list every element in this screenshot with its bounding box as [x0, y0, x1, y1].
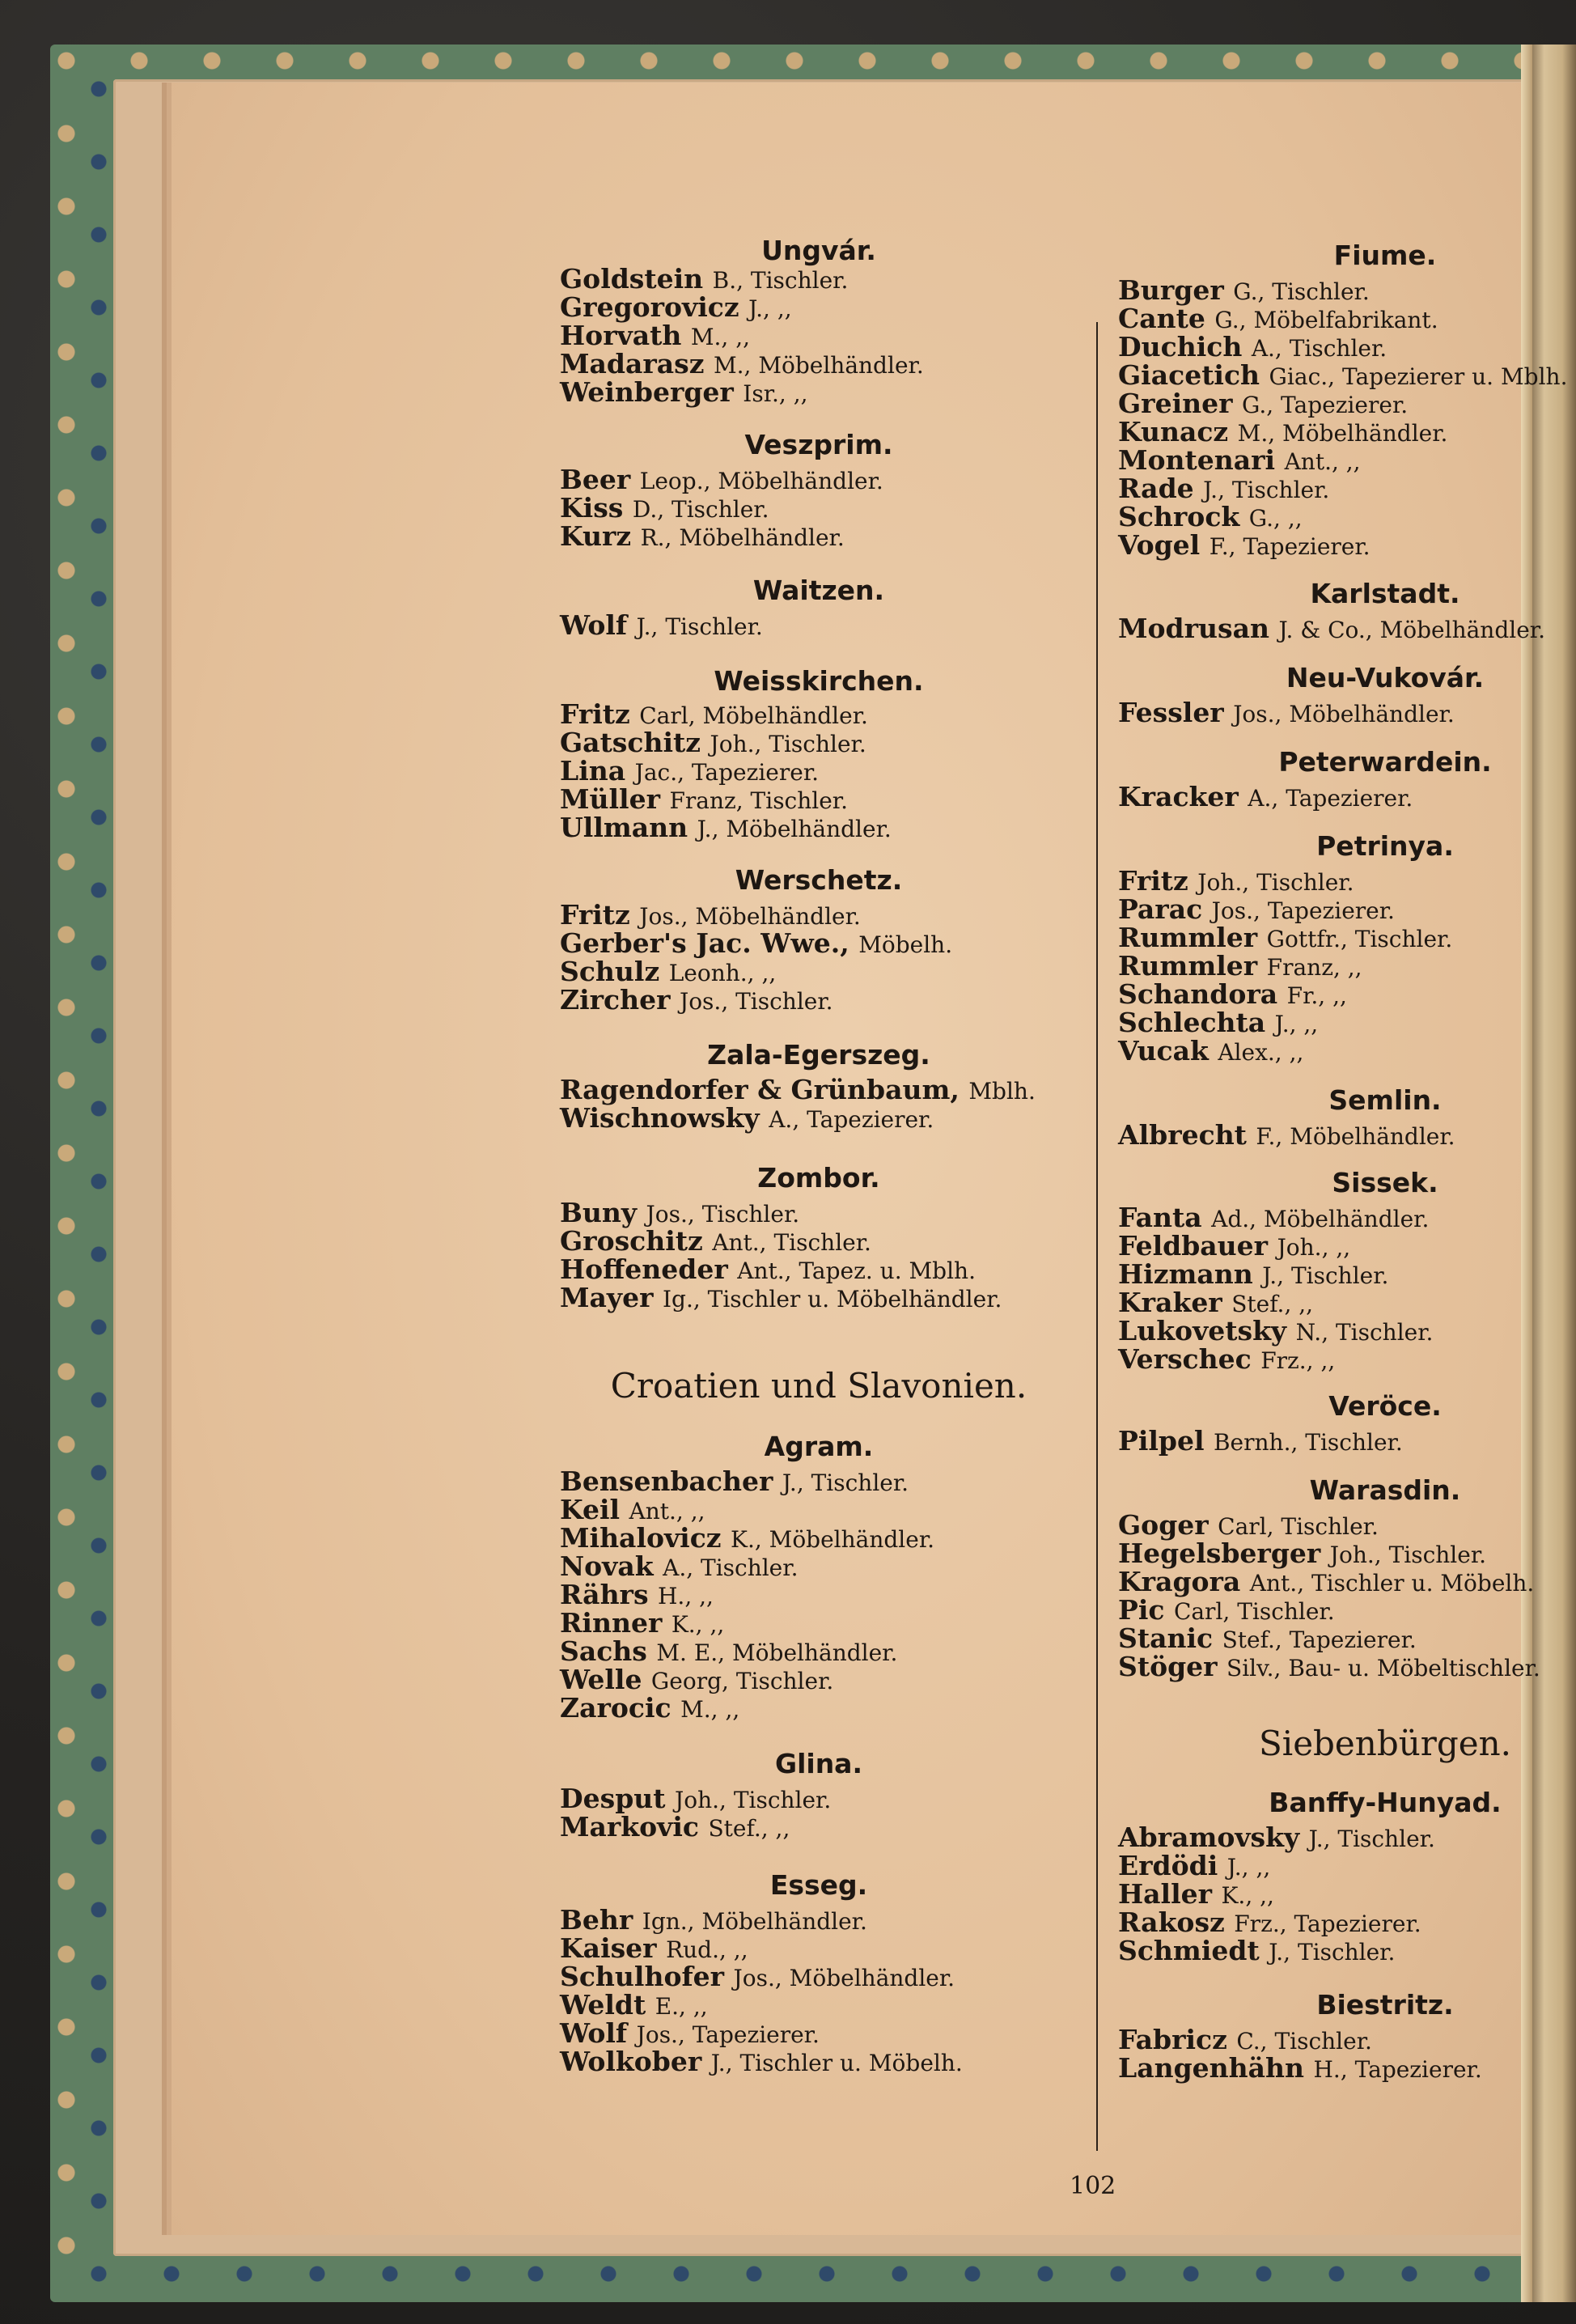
entry-details: E., ,,	[655, 1993, 708, 2020]
directory-entry	[560, 1581, 714, 1610]
entry-surname: Markovic	[560, 1811, 709, 1843]
directory-entry	[560, 1496, 705, 1525]
place-heading: Glina.	[774, 1748, 862, 1779]
entry-details: Ant., ,,	[629, 1498, 705, 1525]
entry-details: Leop., Möbelhändler.	[639, 468, 883, 494]
entry-surname: Goger	[1118, 1509, 1218, 1541]
entry-details: K., ,,	[671, 1611, 725, 1638]
entry-surname: Zircher	[560, 984, 680, 1016]
entry-surname: Ullmann	[560, 812, 697, 843]
entry-surname: Novak	[560, 1550, 663, 1582]
directory-entry	[1118, 1204, 1429, 1233]
directory-entry	[1118, 1258, 1389, 1290]
place-heading: Esseg.	[769, 1869, 868, 1901]
entry-surname: Vogel	[1118, 529, 1210, 561]
entry-surname: Montenari	[1118, 444, 1285, 476]
directory-entry	[560, 265, 848, 295]
entry-details: Ant., Tischler u. Möbelh.	[1249, 1570, 1535, 1597]
entry-details: M., ,,	[680, 1696, 740, 1723]
entry-details: Joh., Tischler.	[675, 1787, 832, 1813]
entry-surname: Greiner	[1118, 388, 1242, 419]
entry-surname: Kiss	[560, 492, 633, 524]
entry-details: H., Tapezierer.	[1313, 2056, 1482, 2083]
entry-surname: Cante	[1118, 303, 1215, 334]
place-heading: Peterwardein.	[1278, 746, 1492, 778]
directory-entry	[560, 350, 924, 380]
directory-entry	[560, 1609, 724, 1639]
directory-entry	[1118, 1852, 1270, 1881]
entry-details: Frz., Tapezierer.	[1234, 1911, 1421, 1937]
entry-surname: Fritz	[1118, 865, 1198, 897]
directory-entry	[560, 1813, 790, 1843]
entry-surname: Mihalovicz	[560, 1522, 731, 1554]
directory-entry	[560, 322, 750, 351]
chapter-heading: Siebenbürgen.	[1258, 1724, 1511, 1763]
entry-details: Jos., Möbelhändler.	[1233, 701, 1455, 727]
directory-entry	[560, 1991, 708, 2021]
directory-entry	[560, 494, 769, 524]
directory-entry	[1118, 274, 1370, 306]
directory-entry	[1118, 1232, 1350, 1262]
entry-surname: Schrock	[1118, 501, 1249, 532]
directory-entry	[560, 1932, 748, 1964]
entry-details: A., Tapezierer.	[769, 1106, 934, 1133]
entry-details: Isr., ,,	[743, 380, 808, 407]
directory-entry	[560, 729, 866, 758]
entry-details: Rud., ,,	[666, 1936, 748, 1963]
entry-surname: Pic	[1118, 1594, 1174, 1626]
directory-entry	[1118, 1509, 1379, 1541]
entry-surname: Gerber's Jac. Wwe.,	[560, 927, 859, 959]
entry-details: Giac., Tapezierer u. Mblh.	[1269, 363, 1568, 390]
book-page	[172, 83, 1568, 2235]
place-heading: Sissek.	[1332, 1167, 1438, 1198]
entry-surname: Vucak	[1118, 1035, 1218, 1067]
place-heading: Warasdin.	[1309, 1474, 1461, 1506]
entry-surname: Schlechta	[1118, 1007, 1275, 1038]
directory-entry	[560, 1284, 1002, 1313]
directory-entry	[560, 1785, 831, 1814]
entry-surname: Lina	[560, 755, 635, 787]
entry-surname: Stöger	[1118, 1651, 1227, 1682]
entry-details: Gottfr., Tischler.	[1266, 926, 1453, 952]
directory-entry	[560, 1253, 976, 1285]
directory-entry	[560, 2017, 820, 2049]
directory-entry	[560, 1963, 955, 1992]
directory-entry	[560, 814, 892, 843]
directory-entry	[1118, 1289, 1313, 1318]
entry-details: Franz, ,,	[1266, 954, 1362, 981]
directory-entry	[1118, 978, 1347, 1010]
entry-surname: Desput	[560, 1783, 675, 1814]
entry-details: J., Tischler.	[1269, 1939, 1396, 1966]
entry-surname: Rakosz	[1118, 1906, 1235, 1938]
directory-entry	[560, 927, 953, 959]
entry-details: J., ,,	[1274, 1011, 1319, 1037]
place-heading: Neu-Vukovár.	[1286, 662, 1485, 693]
entry-surname: Schulz	[560, 956, 669, 987]
directory-entry	[1118, 1343, 1336, 1375]
directory-entry	[560, 1694, 739, 1724]
directory-entry	[1118, 615, 1545, 644]
directory-entry	[1118, 783, 1413, 812]
entry-surname: Groschitz	[560, 1225, 713, 1257]
entry-surname: Pilpel	[1118, 1425, 1214, 1457]
directory-entry	[560, 986, 833, 1016]
directory-entry	[560, 1666, 833, 1695]
entry-details: Carl, Tischler.	[1218, 1513, 1379, 1540]
directory-entry	[560, 958, 776, 987]
entry-details: G., Möbelfabrikant.	[1214, 307, 1438, 333]
directory-entry	[1118, 867, 1354, 897]
entry-details: Jos., Tischler.	[646, 1201, 800, 1228]
entry-surname: Welle	[560, 1664, 651, 1695]
entry-surname: Lukovetsky	[1118, 1315, 1296, 1346]
entry-surname: Gatschitz	[560, 727, 710, 758]
entry-details: D., Tischler.	[632, 496, 769, 523]
entry-details: Möbelh.	[858, 931, 953, 958]
entry-surname: Langenhähn	[1118, 2052, 1314, 2084]
entry-surname: Müller	[560, 783, 670, 815]
entry-details: Joh., Tischler.	[1329, 1542, 1487, 1568]
entry-details: H., ,,	[658, 1583, 714, 1609]
entry-surname: Mayer	[560, 1282, 663, 1313]
entry-details: A., Tischler.	[1251, 335, 1387, 362]
entry-surname: Weldt	[560, 1989, 655, 2021]
directory-entry	[560, 698, 868, 730]
entry-details: G., Tischler.	[1233, 278, 1370, 305]
entry-details: Alex., ,,	[1218, 1039, 1304, 1066]
entry-surname: Schmiedt	[1118, 1935, 1269, 1966]
directory-entry	[560, 1906, 867, 1936]
entry-details: Frz., ,,	[1260, 1347, 1336, 1374]
entry-surname: Duchich	[1118, 331, 1252, 363]
directory-entry	[560, 1550, 799, 1582]
entry-surname: Burger	[1118, 274, 1234, 306]
directory-entry	[560, 376, 808, 408]
place-heading: Zala-Egerszeg.	[707, 1039, 930, 1071]
entry-details: Stef., ,,	[708, 1815, 790, 1842]
entry-details: Jos., Möbelhändler.	[639, 903, 861, 930]
directory-entry	[560, 901, 861, 931]
entry-details: J., Tischler.	[1262, 1262, 1389, 1289]
entry-details: J., Tischler.	[636, 613, 763, 640]
place-heading: Weisskirchen.	[714, 665, 924, 697]
entry-surname: Zarocic	[560, 1692, 681, 1724]
directory-entry	[1118, 1906, 1421, 1938]
entry-details: Jos., Tapezierer.	[636, 2021, 820, 2048]
entry-surname: Wischnowsky	[560, 1102, 769, 1134]
place-heading: Karlstadt.	[1310, 578, 1460, 609]
entry-details: J., Tischler u. Möbelh.	[710, 2050, 963, 2076]
entry-details: F., Möbelhändler.	[1256, 1123, 1455, 1150]
entry-details: Silv., Bau- u. Möbeltischler.	[1226, 1655, 1540, 1682]
entry-surname: Abramovsky	[1118, 1821, 1309, 1853]
directory-entry	[1118, 475, 1329, 504]
entry-surname: Ragendorfer & Grünbaum,	[560, 1074, 969, 1105]
entry-details: Ign., Möbelhändler.	[642, 1908, 867, 1935]
directory-entry	[1118, 1537, 1487, 1569]
entry-details: Franz, Tischler.	[669, 787, 849, 814]
directory-entry	[1118, 893, 1395, 925]
entry-surname: Fritz	[560, 899, 640, 931]
directory-entry	[1118, 359, 1568, 391]
entry-surname: Parac	[1118, 893, 1212, 925]
page-number: 102	[1070, 2172, 1116, 2200]
place-heading: Biestritz.	[1316, 1989, 1454, 2021]
directory-entry	[1118, 952, 1362, 982]
directory-entry	[1118, 1653, 1540, 1682]
entry-details: Ant., Tischler.	[712, 1229, 871, 1256]
entry-details: Leonh., ,,	[668, 960, 777, 986]
entry-details: N., Tischler.	[1295, 1319, 1434, 1346]
entry-surname: Behr	[560, 1904, 642, 1936]
entry-surname: Hizmann	[1118, 1258, 1263, 1290]
entry-details: C., Tischler.	[1236, 2028, 1372, 2055]
entry-details: J., ,,	[1226, 1854, 1271, 1881]
place-heading: Semlin.	[1328, 1084, 1442, 1116]
entry-details: F., Tapezierer.	[1209, 533, 1371, 560]
entry-surname: Feldbauer	[1118, 1230, 1277, 1262]
entry-details: Mblh.	[968, 1078, 1036, 1105]
directory-entry	[560, 1465, 909, 1497]
entry-surname: Gregorovicz	[560, 291, 749, 323]
directory-entry	[1118, 1622, 1417, 1654]
directory-entry	[1118, 1119, 1455, 1151]
directory-entry	[560, 609, 763, 641]
entry-details: J., Tischler.	[1203, 477, 1330, 503]
directory-entry	[1118, 2026, 1372, 2055]
entry-details: Ant., ,,	[1284, 448, 1361, 475]
directory-entry	[1118, 418, 1447, 447]
entry-details: A., Tischler.	[663, 1554, 799, 1581]
entry-details: Jos., Tapezierer.	[1211, 897, 1395, 924]
directory-entry	[560, 1102, 934, 1134]
place-heading: Waitzen.	[752, 575, 885, 606]
entry-details: M. E., Möbelhändler.	[656, 1639, 898, 1666]
entry-details: Jos., Möbelhändler.	[733, 1965, 955, 1991]
entry-surname: Fanta	[1118, 1202, 1212, 1233]
entry-surname: Horvath	[560, 320, 691, 351]
entry-surname: Fessler	[1118, 697, 1234, 728]
directory-entry	[1118, 1009, 1318, 1038]
directory-entry	[560, 757, 819, 787]
entry-details: Georg, Tischler.	[650, 1668, 834, 1694]
entry-surname: Rinner	[560, 1607, 671, 1639]
entry-details: Stef., ,,	[1231, 1291, 1314, 1317]
entry-details: Bernh., Tischler.	[1213, 1429, 1403, 1456]
directory-entry	[560, 1199, 799, 1228]
entry-surname: Madarasz	[560, 348, 714, 380]
entry-details: Stef., Tapezierer.	[1222, 1626, 1417, 1653]
directory-entry	[1118, 503, 1303, 532]
entry-surname: Rade	[1118, 473, 1204, 504]
place-heading: Ungvár.	[761, 235, 876, 266]
place-heading: Agram.	[764, 1431, 874, 1462]
entry-details: Carl, Tischler.	[1173, 1598, 1335, 1625]
entry-details: G., ,,	[1248, 505, 1303, 532]
entry-details: Fr., ,,	[1286, 982, 1347, 1009]
place-heading: Veröce.	[1328, 1390, 1442, 1422]
directory-entry	[1118, 1821, 1435, 1853]
entry-surname: Kurz	[560, 520, 641, 552]
entry-details: J., Tischler.	[782, 1469, 909, 1496]
entry-surname: Wolf	[560, 609, 637, 641]
entry-details: Jac., Tapezierer.	[634, 759, 820, 786]
place-heading: Petrinya.	[1316, 830, 1454, 862]
entry-details: Ad., Möbelhändler.	[1211, 1206, 1430, 1232]
entry-details: J. & Co., Möbelhändler.	[1278, 617, 1545, 643]
entry-surname: Erdödi	[1118, 1850, 1227, 1881]
place-heading: Werschetz.	[735, 864, 903, 896]
entry-details: J., ,,	[748, 295, 792, 322]
entry-details: J., Möbelhändler.	[697, 816, 892, 842]
directory-entry	[1118, 1317, 1433, 1346]
entry-details: A., Tapezierer.	[1248, 785, 1413, 812]
entry-surname: Kracker	[1118, 781, 1248, 812]
entry-surname: Hoffeneder	[560, 1253, 738, 1285]
entry-surname: Sachs	[560, 1635, 657, 1667]
directory-entry	[1118, 1037, 1303, 1067]
entry-details: B., Tischler.	[712, 267, 849, 294]
directory-entry	[1118, 444, 1361, 476]
chapter-heading: Croatien und Slavonien.	[610, 1366, 1027, 1406]
entry-details: Jos., Tischler.	[679, 988, 833, 1015]
directory-entry	[560, 783, 849, 815]
entry-surname: Buny	[560, 1197, 646, 1228]
entry-surname: Fabricz	[1118, 2024, 1237, 2055]
entry-surname: Kunacz	[1118, 416, 1238, 447]
entry-surname: Rährs	[560, 1579, 659, 1610]
entry-surname: Modrusan	[1118, 613, 1279, 644]
directory-entry	[1118, 390, 1408, 419]
directory-entry	[1118, 1427, 1403, 1457]
entry-surname: Wolkober	[560, 2046, 711, 2077]
directory-entry	[1118, 1568, 1534, 1597]
directory-entry	[1118, 699, 1455, 728]
entry-surname: Schandora	[1118, 978, 1287, 1010]
directory-entry	[560, 466, 883, 495]
place-heading: Fiume.	[1333, 240, 1437, 271]
directory-entry	[1118, 529, 1371, 561]
entry-surname: Kraker	[1118, 1287, 1232, 1318]
entry-surname: Bensenbacher	[560, 1465, 782, 1497]
entry-surname: Haller	[1118, 1878, 1222, 1910]
entry-surname: Albrecht	[1118, 1119, 1256, 1151]
directory-entry	[560, 2048, 963, 2077]
entry-surname: Verschec	[1118, 1343, 1261, 1375]
entry-surname: Kragora	[1118, 1566, 1250, 1597]
entry-details: M., ,,	[690, 324, 751, 350]
directory-entry	[1118, 924, 1452, 953]
entry-surname: Stanic	[1118, 1622, 1222, 1654]
directory-entry	[1118, 2052, 1482, 2084]
entry-details: M., Möbelhändler.	[713, 352, 924, 379]
directory-entry	[1118, 333, 1387, 363]
entry-details: Ig., Tischler u. Möbelhändler.	[662, 1286, 1002, 1313]
entry-details: M., Möbelhändler.	[1237, 420, 1448, 447]
directory-entry	[560, 1635, 898, 1667]
directory-entry	[560, 1225, 871, 1257]
entry-surname: Goldstein	[560, 263, 713, 295]
directory-entry	[560, 291, 792, 323]
entry-details: K., ,,	[1221, 1882, 1274, 1909]
entry-surname: Giacetich	[1118, 359, 1269, 391]
entry-details: R., Möbelhändler.	[640, 524, 845, 551]
entry-surname: Fritz	[560, 698, 640, 730]
place-heading: Zombor.	[757, 1162, 880, 1194]
directory-entry	[560, 520, 845, 552]
directory-entry	[560, 1522, 935, 1554]
directory-entry	[1118, 1594, 1335, 1626]
directory-entry	[560, 1076, 1036, 1105]
column-divider	[1096, 322, 1098, 2151]
entry-surname: Weinberger	[560, 376, 744, 408]
entry-details: J., Tischler.	[1308, 1826, 1435, 1852]
entry-details: Joh., Tischler.	[1197, 869, 1354, 896]
entry-details: K., Möbelhändler.	[731, 1526, 935, 1553]
entry-surname: Keil	[560, 1494, 629, 1525]
entry-details: Joh., ,,	[1277, 1234, 1351, 1261]
entry-surname: Rummler	[1118, 950, 1267, 982]
directory-entry	[1118, 305, 1438, 334]
entry-details: Joh., Tischler.	[710, 731, 866, 757]
entry-surname: Wolf	[560, 2017, 637, 2049]
place-heading: Veszprim.	[744, 429, 893, 460]
place-heading: Banffy-Hunyad.	[1269, 1787, 1502, 1818]
entry-surname: Rummler	[1118, 922, 1267, 953]
directory-entry	[1118, 1878, 1274, 1910]
entry-surname: Kaiser	[560, 1932, 667, 1964]
entry-details: Ant., Tapez. u. Mblh.	[737, 1257, 976, 1284]
entry-surname: Beer	[560, 464, 640, 495]
entry-details: G., Tapezierer.	[1241, 392, 1409, 418]
entry-surname: Schulhofer	[560, 1961, 734, 1992]
directory-entry	[1118, 1937, 1395, 1966]
entry-details: Carl, Möbelhändler.	[639, 702, 868, 729]
entry-surname: Hegelsberger	[1118, 1537, 1330, 1569]
